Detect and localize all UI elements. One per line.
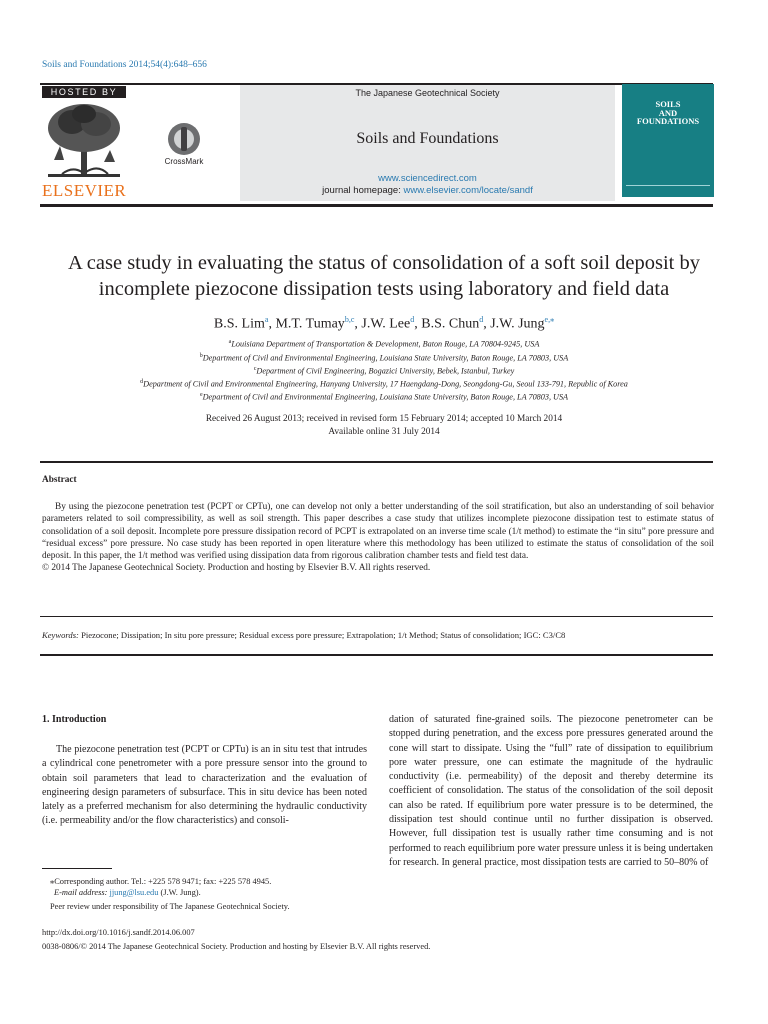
section-heading-introduction: 1. Introduction	[42, 714, 107, 725]
homepage-label: journal homepage:	[322, 185, 404, 196]
journal-citation-link[interactable]: Soils and Foundations 2014;54(4):648–656	[42, 60, 207, 70]
affiliation: $^b$Department of Civil and Environmental Engineering, Louisiana State University, Baton Rouge, LA 70803, USA	[199, 353, 569, 363]
crossmark-label: CrossMark	[164, 157, 204, 166]
email-link[interactable]: jjung@lsu.edu	[109, 888, 159, 897]
crossmark-icon[interactable]	[162, 121, 206, 157]
cover-title: SOILS AND FOUNDATIONS	[636, 99, 700, 126]
author[interactable]: M.T. Tumay	[275, 316, 345, 332]
peer-review-note: Peer review under responsibility of The Japanese Geotechnical Society.	[50, 902, 290, 911]
author[interactable]: B.S. Chun	[421, 316, 480, 332]
affiliation: $^e$Department of Civil and Environmental Engineering, Louisiana State University, Baton Rouge, LA 70803, USA	[199, 392, 569, 402]
journal-urls	[240, 173, 615, 197]
footnote-rule	[42, 868, 112, 869]
journal-name: Soils and Foundations	[356, 130, 499, 147]
keywords-top-rule	[40, 616, 713, 617]
society-name: The Japanese Geotechnical Society	[355, 88, 500, 98]
author[interactable]: B.S. Lim	[213, 316, 265, 332]
journal-homepage-link[interactable]: www.elsevier.com/locate/sandf	[403, 185, 533, 196]
abstract-copyright: © 2014 The Japanese Geotechnical Society. Production and hosting by Elsevier B.V. All rights reserved.	[42, 563, 431, 574]
abstract-heading: Abstract	[42, 475, 77, 485]
header-bottom-rule	[40, 204, 713, 207]
author[interactable]: J.W. Jung	[490, 316, 545, 332]
elsevier-tree-logo-icon	[42, 100, 126, 180]
article-title: A case study in evaluating the status of consolidation of a soft soil deposit by incomplete piezocone dissipation tests using laboratory and field data	[68, 252, 700, 300]
email-note: E-mail address: jjung@lsu.edu (J.W. Jung).	[54, 888, 201, 897]
doi-link[interactable]: http://dx.doi.org/10.1016/j.sandf.2014.06.007	[42, 928, 195, 937]
affiliation: $^a$Louisiana Department of Transportation & Development, Baton Rouge, LA 70804-9245, USA	[228, 339, 540, 349]
abstract-top-rule	[40, 461, 713, 463]
elsevier-wordmark: ELSEVIER	[42, 181, 127, 200]
corresponding-author-note: ⁎Corresponding author. Tel.: +225 578 9471; fax: +225 578 4945.	[50, 877, 272, 886]
intro-right-column: dation of saturated fine-grained soils. The piezocone penetrometer can be stopped during penetration, and the excess pore pressures generated around the cone will start to dissipate. Using the “full” rate of dissipation to equilibrium pore water pressure, one can estimate the magnitude of the hydraulic conductivity (i.e. permeability) of the deposit and thereby determine its coefficient of consolidation. The status of the consolidation of the soil deposit can also be rated. If equilibrium pore water pressure is to be determined, the dissipation test should continue until no further dissipation is observed. However, full dissipation test is usually rather time consuming and is not performed to reach equilibrium pore water pressure unless it is being undertaken for research. In general practice, most dissipation tests are carried to 50–80% of	[389, 714, 713, 868]
received-dates: Received 26 August 2013; received in revised form 15 February 2014; accepted 10 March 2014	[205, 414, 563, 424]
author-list: B.S. Lim$^a$, M.T. Tumay$^{b,c}$, J.W. Lee$^d$, B.S. Chun$^d$, J.W. Jung$^{e,⁎}$	[213, 315, 555, 332]
footer-copyright: 0038-0806/© 2014 The Japanese Geotechnical Society. Production and hosting by Elsevier B.V. All rights reserved.	[42, 942, 431, 951]
abstract-body: By using the piezocone penetration test (PCPT or CPTu), one can develop not only a better understanding of the soil stratification, but also an understanding of soil behavior parameters related to soil compressibility, as well as soil strength. This paper describes a case study that utilizes incomplete piezocone dissipation test to estimate status of consolidation of a soil deposit. Incomplete pore pressure dissipation record of PCPT is extrapolated on an inverse time scale (1/t method) to estimate the “in situ” pore pressure and “residual excess” pore pressure. No case study has been reported in open literature where this methodology has been utilized to estimate the status of consolidation of the soil deposit. In this paper, the 1/t method was verified using dissipation data from rigorous calibration chamber tests and field test data. © 2014 The Japanese Geotechnical Society. Production and hosting by Elsevier B.V. All rights reserved.	[42, 502, 714, 574]
keywords: Keywords: Piezocone; Dissipation; In situ pore pressure; Residual excess pore pressure; Extrapolation; 1/t Method; Status of consolidation; IGC: C3/C8	[42, 630, 566, 640]
author[interactable]: J.W. Lee	[361, 316, 411, 332]
hosted-by-label: HOSTED BY	[42, 86, 126, 98]
keywords-bottom-rule	[40, 654, 713, 656]
affiliation: $^d$Department of Civil and Environmental Engineering, Hanyang University, 17 Haengdang-Dong, Seongdong-Gu, Seoul 133-791, Republic of Korea	[140, 379, 628, 389]
intro-left-column: The piezocone penetration test (PCPT or CPTu) is an in situ test that intrudes a cylindrical cone penetrometer with a pore pressure sensor into the ground to obtain soil parameters that lead to characterization and the evaluation of engineering design parameters of subsurface. This in situ device has been noted lately as a preferred mechanism for also determining the hydraulic conductivity (i.e. permeability and/or the flow characteristics) and consoli-	[42, 744, 367, 827]
sciencedirect-link[interactable]: www.sciencedirect.com	[378, 173, 477, 184]
available-online: Available online 31 July 2014	[328, 427, 440, 437]
affiliation: $^c$Department of Civil Engineering, Bogazici University, Bebek, Istanbul, Turkey	[253, 366, 515, 376]
cover-footer-decoration	[626, 184, 710, 188]
